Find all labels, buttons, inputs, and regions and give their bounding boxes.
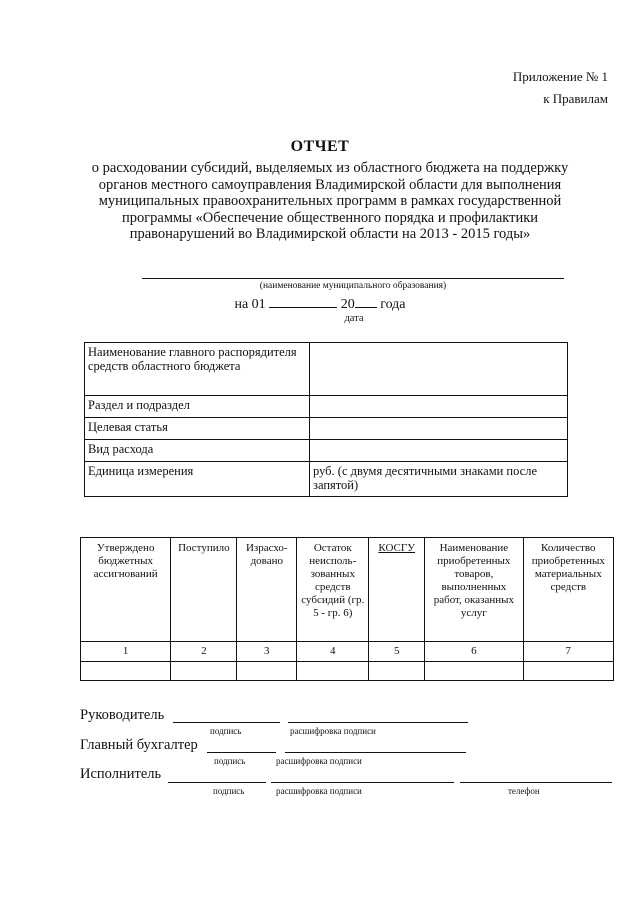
column-header: КОСГУ bbox=[369, 538, 425, 642]
info-value[interactable] bbox=[310, 418, 568, 440]
head-decode-caption: расшифровка подписи bbox=[290, 726, 376, 736]
info-row-expense-type bbox=[85, 440, 568, 462]
accountant-signature-line[interactable] bbox=[207, 752, 276, 753]
column-number: 2 bbox=[171, 642, 237, 662]
info-label: Наименование главного распорядителя средств областного бюджета bbox=[85, 343, 310, 396]
info-row-target bbox=[85, 418, 568, 440]
table-row bbox=[81, 662, 614, 681]
column-number: 7 bbox=[523, 642, 613, 662]
table-cell[interactable] bbox=[425, 662, 523, 681]
info-value: руб. (с двумя десятичными знаками после запятой) bbox=[310, 462, 568, 497]
accountant-decode-line[interactable] bbox=[285, 752, 466, 753]
head-sign-caption: подпись bbox=[210, 726, 242, 736]
report-header-row bbox=[81, 538, 614, 642]
info-label: Раздел и подраздел bbox=[85, 396, 310, 418]
date-line bbox=[0, 295, 640, 313]
table-cell[interactable] bbox=[171, 662, 237, 681]
column-number: 3 bbox=[237, 642, 297, 662]
info-value[interactable] bbox=[310, 343, 568, 396]
table-cell[interactable] bbox=[81, 662, 171, 681]
appendix-line-1: Приложение № 1 bbox=[512, 69, 608, 84]
signature-role-accountant: Главный бухгалтер bbox=[80, 737, 198, 753]
appendix-line-2: к Правилам bbox=[543, 91, 608, 106]
column-number: 1 bbox=[81, 642, 171, 662]
subtitle-line: о расходовании субсидий, выделяемых из областного бюджета на поддержку bbox=[91, 160, 569, 176]
info-label: Единица измерения bbox=[85, 462, 310, 497]
head-signature-line[interactable] bbox=[173, 722, 280, 723]
table-cell[interactable] bbox=[523, 662, 613, 681]
municipality-field-line[interactable] bbox=[142, 278, 564, 279]
info-value[interactable] bbox=[310, 440, 568, 462]
table-cell[interactable] bbox=[237, 662, 297, 681]
date-caption: дата bbox=[344, 313, 364, 324]
info-row-distributor bbox=[85, 343, 568, 396]
column-header: Остаток неисполь-зованных средств субсидий (гр. 5 - гр. 6) bbox=[297, 538, 369, 642]
subtitle-line: правонарушений во Владимирской области на 2013 - 2015 годы» bbox=[129, 226, 531, 242]
info-label: Целевая статья bbox=[85, 418, 310, 440]
accountant-sign-caption: подпись bbox=[214, 756, 246, 766]
report-table bbox=[80, 537, 614, 681]
document-subtitle bbox=[90, 160, 570, 243]
accountant-decode-caption: расшифровка подписи bbox=[276, 756, 362, 766]
executor-phone-caption: телефон bbox=[508, 786, 540, 796]
date-year-prefix: 20 bbox=[340, 297, 355, 312]
table-cell[interactable] bbox=[369, 662, 425, 681]
info-row-unit bbox=[85, 462, 568, 497]
date-month-field[interactable] bbox=[269, 295, 337, 308]
subtitle-line: программы «Обеспечение общественного порядка и профилактики bbox=[121, 209, 539, 226]
subtitle-line: муниципальных правоохранительных программ в рамках государственной bbox=[98, 193, 562, 209]
column-number: 6 bbox=[425, 642, 523, 662]
signature-role-executor: Исполнитель bbox=[80, 766, 162, 782]
signature-role-head: Руководитель bbox=[80, 707, 165, 723]
date-suffix: года bbox=[380, 297, 406, 312]
info-value[interactable] bbox=[310, 396, 568, 418]
info-label: Вид расхода bbox=[85, 440, 310, 462]
column-number-row bbox=[81, 642, 614, 662]
budget-info-table bbox=[84, 342, 568, 497]
document-title: ОТЧЕТ bbox=[290, 138, 350, 155]
column-header: Поступило bbox=[171, 538, 237, 642]
executor-decode-line[interactable] bbox=[271, 782, 454, 783]
info-row-section bbox=[85, 396, 568, 418]
column-number: 4 bbox=[297, 642, 369, 662]
column-header: Количество приобретенных материальных средств bbox=[523, 538, 613, 642]
municipality-caption: (наименование муниципального образования) bbox=[259, 281, 447, 291]
table-cell[interactable] bbox=[297, 662, 369, 681]
executor-phone-line[interactable] bbox=[460, 782, 612, 783]
appendix-note bbox=[513, 66, 608, 110]
head-decode-line[interactable] bbox=[288, 722, 468, 723]
executor-signature-line[interactable] bbox=[168, 782, 266, 783]
column-number: 5 bbox=[369, 642, 425, 662]
date-year-field[interactable] bbox=[355, 295, 377, 308]
subtitle-line: органов местного самоуправления Владимирской области для выполнения bbox=[98, 176, 562, 193]
date-prefix: на 01 bbox=[234, 297, 266, 312]
executor-sign-caption: подпись bbox=[213, 786, 245, 796]
executor-decode-caption: расшифровка подписи bbox=[276, 786, 362, 796]
column-header: Израсхо-довано bbox=[237, 538, 297, 642]
column-header: Утверждено бюджетных ассигнований bbox=[81, 538, 171, 642]
column-header: Наименование приобретенных товаров, выполненных работ, оказанных услуг bbox=[425, 538, 523, 642]
